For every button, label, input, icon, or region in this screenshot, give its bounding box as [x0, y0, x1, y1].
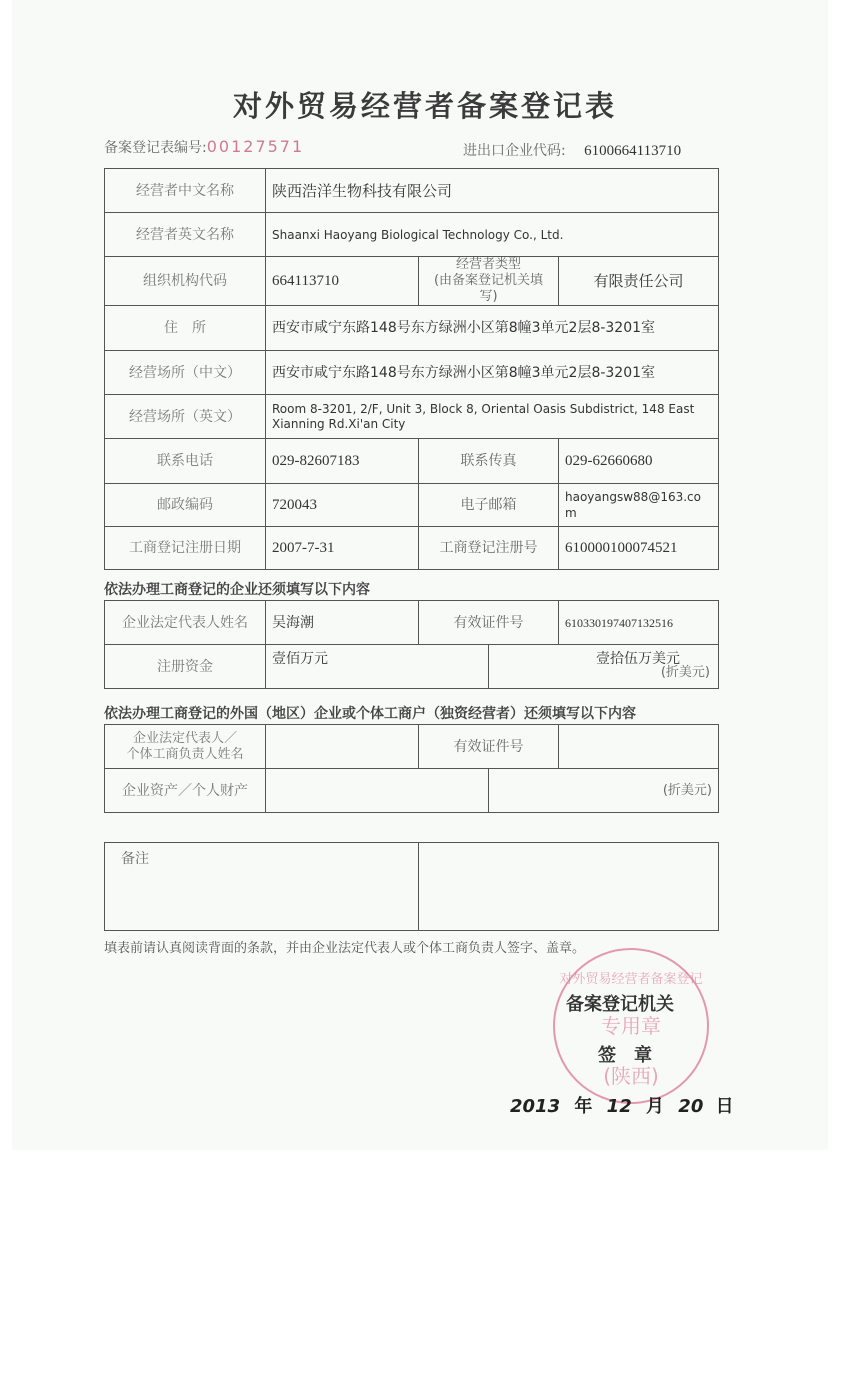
cn-name-label: 经营者中文名称 — [105, 169, 266, 213]
id-label-foreign: 有效证件号 — [419, 725, 559, 769]
org-code-label: 组织机构代码 — [105, 257, 266, 306]
reg-no-label: 工商登记注册号 — [419, 527, 559, 570]
section3-table — [104, 724, 719, 813]
fax: 029-62660680 — [559, 439, 719, 484]
notice: 填表前请认真阅读背面的条款，并由企业法定代表人或个体工商负责人签字、盖章。 — [104, 941, 586, 956]
usd-note: (折美元) — [660, 665, 710, 680]
section2-heading: 依法办理工商登记的企业还须填写以下内容 — [104, 582, 370, 598]
assets-label: 企业资产／个人财产 — [105, 769, 266, 813]
capital-label: 注册资金 — [105, 645, 266, 689]
postal-label: 邮政编码 — [105, 484, 266, 527]
cn-name: 陕西浩洋生物科技有限公司 — [266, 169, 719, 213]
rep-label: 企业法定代表人姓名 — [105, 601, 266, 645]
authority-label: 备案登记机关 — [566, 994, 674, 1015]
capital-usd-cell — [489, 645, 719, 689]
ie-code — [463, 140, 681, 160]
org-code: 664113710 — [266, 257, 419, 306]
remarks-label: 备注 — [105, 843, 419, 931]
email: haoyangsw88@163.com — [559, 484, 719, 527]
email-label: 电子邮箱 — [419, 484, 559, 527]
seal-bottom-text: (陕西) — [603, 1064, 659, 1088]
date-year-label: 年 — [574, 1096, 593, 1117]
form-number — [104, 137, 304, 157]
date-day: 20 — [678, 1096, 704, 1117]
fax-label: 联系传真 — [419, 439, 559, 484]
id: 610330197407132516 — [559, 601, 719, 645]
date-month-label: 月 — [646, 1096, 665, 1117]
seal-top-text: 对外贸易经营者备案登记 — [559, 972, 703, 987]
page-title: 对外贸易经营者备案登记表 — [232, 89, 617, 123]
form-number-label: 备案登记表编号: — [104, 140, 207, 156]
en-name: Shaanxi Haoyang Biological Technology Co., Ltd. — [266, 213, 719, 257]
rep-label-foreign — [105, 725, 266, 769]
reg-no: 610000100074521 — [559, 527, 719, 570]
date-month: 12 — [606, 1096, 632, 1117]
reg-date: 2007-7-31 — [266, 527, 419, 570]
place-en-label: 经营场所（英文） — [105, 395, 266, 439]
ie-code-label: 进出口企业代码: — [463, 143, 566, 159]
section2-table — [104, 600, 719, 689]
form-number-value: 00127571 — [206, 137, 305, 156]
assets-usd-note: (折美元) — [489, 769, 719, 813]
seal-label: 签 章 — [598, 1045, 652, 1066]
address: 西安市咸宁东路148号东方绿洲小区第8幢3单元2层8-3201室 — [266, 306, 719, 351]
official-seal — [553, 948, 709, 1104]
phone: 029-82607183 — [266, 439, 419, 484]
date-year: 2013 — [510, 1096, 561, 1117]
id-label: 有效证件号 — [419, 601, 559, 645]
rep-foreign — [266, 725, 419, 769]
place-cn: 西安市咸宁东路148号东方绿洲小区第8幢3单元2层8-3201室 — [266, 351, 719, 395]
assets — [266, 769, 489, 813]
phone-label: 联系电话 — [105, 439, 266, 484]
type-note: (由备案登记机关填写) — [433, 273, 544, 304]
rep-label-line1: 企业法定代表人／ — [132, 730, 237, 746]
type-value: 有限责任公司 — [559, 257, 719, 306]
place-en: Room 8-3201, 2/F, Unit 3, Block 8, Oriental Oasis Subdistrict, 148 East Xianning Rd.Xi'an City — [266, 395, 719, 439]
capital: 壹佰万元 — [266, 645, 489, 689]
seal-middle-text: 专用章 — [601, 1014, 661, 1038]
main-table — [104, 168, 719, 570]
rep-label-line2: 个体工商负责人姓名 — [126, 746, 244, 762]
capital-usd: 壹拾伍万美元 — [596, 651, 680, 667]
id-foreign — [559, 725, 719, 769]
remarks-value — [419, 843, 719, 931]
place-cn-label: 经营场所（中文） — [105, 351, 266, 395]
type-label-text: 经营者类型 — [455, 257, 521, 272]
remarks-table — [104, 842, 719, 931]
rep: 吴海潮 — [266, 601, 419, 645]
en-name-label: 经营者英文名称 — [105, 213, 266, 257]
ie-code-value: 6100664113710 — [584, 143, 682, 159]
type-label — [419, 257, 559, 306]
address-label: 住 所 — [105, 306, 266, 351]
date — [510, 1092, 734, 1118]
section3-heading: 依法办理工商登记的外国（地区）企业或个体工商户（独资经营者）还须填写以下内容 — [104, 706, 636, 722]
date-day-label: 日 — [715, 1096, 734, 1117]
reg-date-label: 工商登记注册日期 — [105, 527, 266, 570]
postal: 720043 — [266, 484, 419, 527]
